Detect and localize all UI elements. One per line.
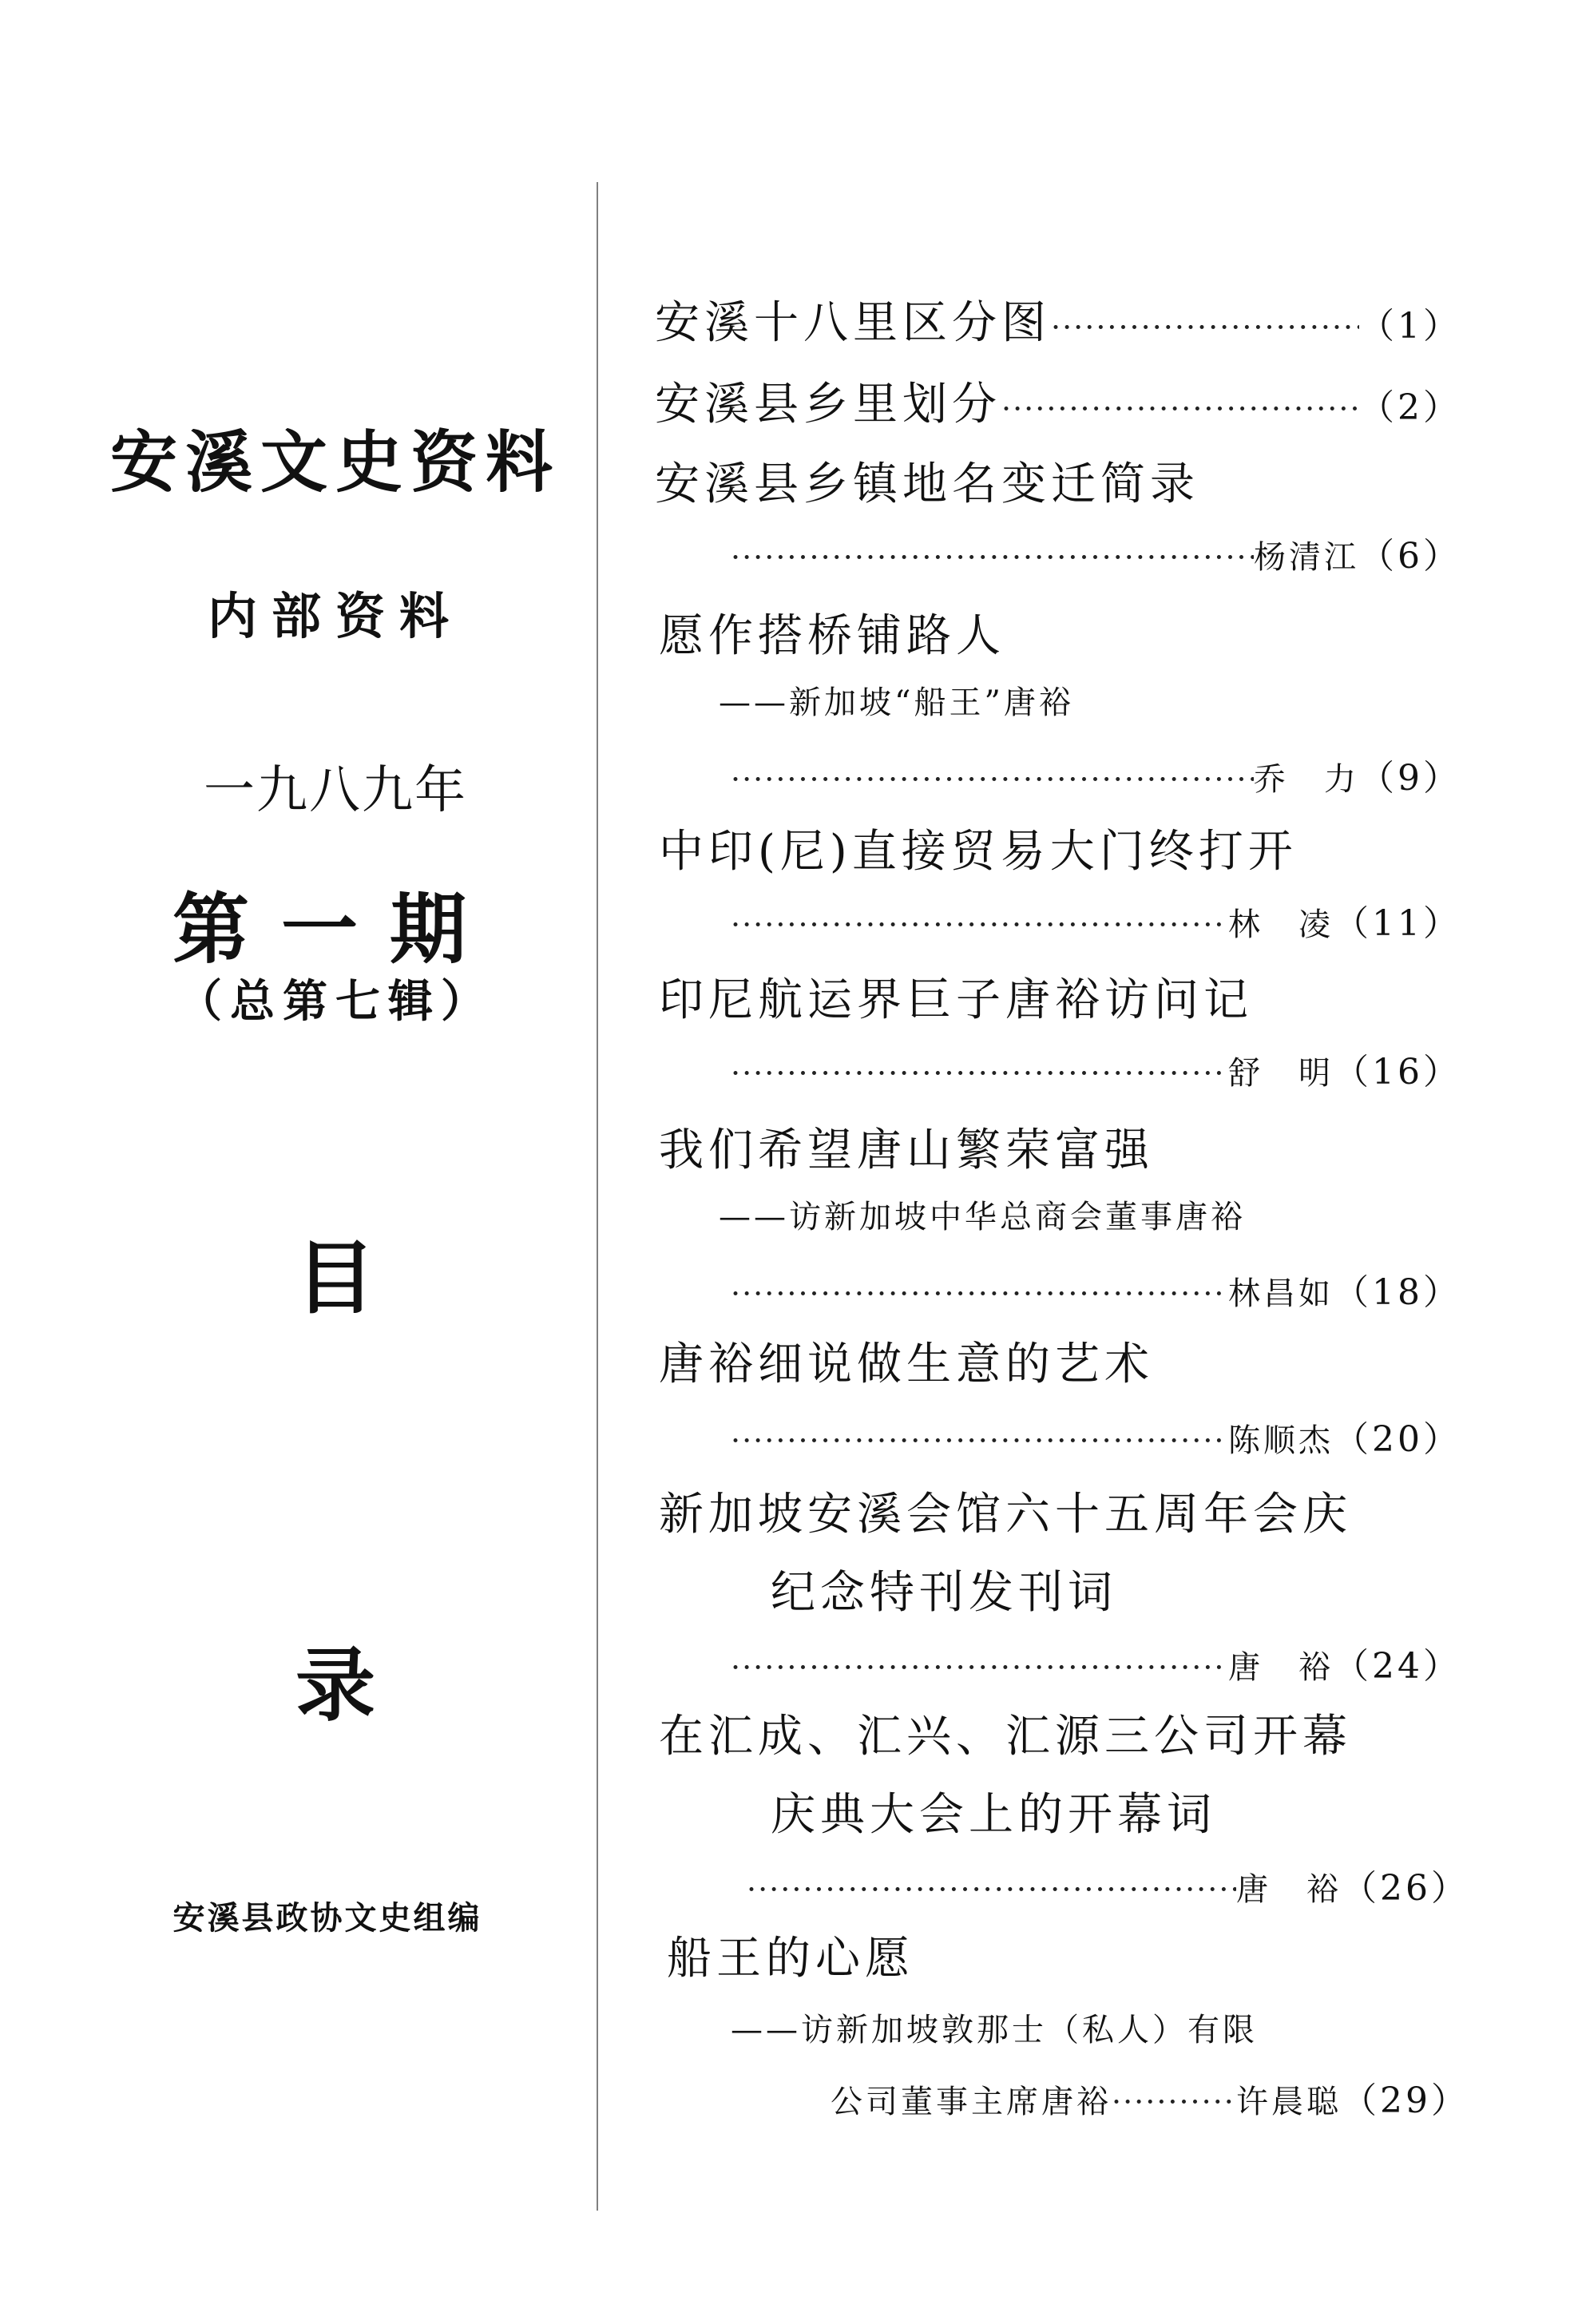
toc-entry-byline: [731, 1410, 1461, 1461]
book-title: 安溪文史资料: [109, 423, 561, 502]
leader-dots: [731, 1650, 1228, 1685]
toc-entry-title-continued: [771, 1557, 1117, 1621]
toc-entry-author: 许晨聪: [1236, 2084, 1342, 2120]
toc-entry-title: 我们希望唐山繁荣富强: [659, 1124, 1154, 1176]
leader-dots: [731, 762, 1254, 797]
cover-panel: [0, 0, 591, 2324]
toc-entry-page: （1）: [1359, 306, 1461, 347]
toc-entry-subtitle-text: 公司董事主席唐裕: [831, 2084, 1112, 2120]
toc-entry-author: 唐 裕: [1236, 1871, 1342, 1908]
toc-entry: [667, 1923, 914, 1987]
toc-entry-subtitle-text: ——访新加坡中华总商会董事唐裕: [719, 1199, 1246, 1235]
toc-entry-subtitle: [719, 677, 1074, 723]
total-volume: （总第七辑）: [177, 976, 494, 1028]
toc-entry-title: 愿作搭桥铺路人: [659, 610, 1005, 662]
toc-entry: [655, 449, 1199, 513]
toc-entry-page: （9）: [1359, 758, 1461, 799]
toc-entry-page: （6）: [1359, 536, 1461, 577]
contents-heading-part1: 目: [295, 1231, 375, 1325]
toc-entry: [655, 288, 1461, 351]
leader-dots: [1112, 2084, 1236, 2120]
toc-entry-byline: [731, 749, 1461, 800]
toc-entry-page: （29）: [1342, 2080, 1469, 2121]
toc-entry: [659, 1115, 1154, 1179]
toc-entry-byline: [831, 2072, 1469, 2123]
toc-entry-title: 印尼航运界巨子唐裕访问记: [659, 974, 1253, 1026]
table-of-contents: [639, 0, 1477, 2324]
leader-dots: [1051, 310, 1359, 345]
toc-entry-author: 唐 裕: [1228, 1649, 1334, 1686]
toc-entry-subtitle-text: ——访新加坡敦那士（私人）有限: [731, 2012, 1258, 2048]
toc-entry-subtitle-text: ——新加坡“船王”唐裕: [719, 684, 1074, 721]
toc-entry-title: 唐裕细说做生意的艺术: [659, 1338, 1154, 1390]
toc-entry-author: 舒 明: [1228, 1055, 1334, 1092]
toc-entry-page: （18）: [1334, 1272, 1461, 1313]
toc-entry: [659, 1701, 1352, 1765]
toc-entry-byline: [731, 1263, 1461, 1315]
toc-entry-author: 林昌如: [1228, 1275, 1334, 1312]
editor-credit: 安溪县政协文史组编: [172, 1900, 482, 1937]
toc-entry-subtitle: [719, 1192, 1246, 1237]
toc-entry-page: （26）: [1342, 1868, 1469, 1909]
toc-entry-title: 在汇成、汇兴、汇源三公司开幕: [659, 1711, 1352, 1763]
toc-entry-author: 陈顺杰: [1228, 1422, 1334, 1459]
contents-heading-part2: 录: [295, 1639, 375, 1732]
toc-entry-title: 新加坡安溪会馆六十五周年会庆: [659, 1489, 1352, 1541]
leader-dots: [731, 540, 1254, 575]
toc-entry: [659, 1479, 1352, 1543]
toc-entry-title-line2: 纪念特刊发刊词: [771, 1567, 1117, 1619]
toc-entry-byline: [731, 1637, 1461, 1688]
leader-dots: [731, 1276, 1228, 1311]
toc-entry-author: 杨清江: [1254, 539, 1359, 576]
toc-entry-author: 林 凌: [1228, 906, 1334, 943]
toc-entry-byline: [731, 527, 1461, 578]
toc-entry: [659, 816, 1298, 880]
toc-entry: [659, 601, 1005, 664]
internal-material-label: 内部资料: [207, 587, 463, 645]
toc-entry-page: （11）: [1334, 903, 1461, 944]
toc-entry-title: 安溪县乡里划分: [655, 379, 1001, 430]
toc-entry-title-line2: 庆典大会上的开幕词: [771, 1789, 1216, 1841]
toc-entry-page: （20）: [1334, 1419, 1461, 1460]
publication-year: 一九八九年: [204, 761, 467, 820]
issue-number: 第一期: [172, 885, 498, 974]
vertical-divider: [597, 182, 599, 2211]
toc-entry-title: 中印(尼)直接贸易大门终打开: [659, 826, 1298, 878]
leader-dots: [1001, 391, 1359, 426]
toc-entry-title-continued: [771, 1779, 1216, 1843]
toc-entry-page: （16）: [1334, 1052, 1461, 1093]
toc-entry: [655, 369, 1461, 433]
toc-entry-page: （24）: [1334, 1646, 1461, 1687]
toc-entry-title: 安溪十八里区分图: [655, 297, 1051, 349]
leader-dots: [731, 1423, 1228, 1458]
toc-entry-author: 乔 力: [1254, 761, 1359, 798]
toc-entry: [659, 1329, 1154, 1393]
toc-entry-page: （2）: [1359, 387, 1461, 428]
toc-entry-subtitle: [731, 2005, 1258, 2050]
toc-entry-byline: [747, 1859, 1469, 1910]
toc-entry-byline: [731, 894, 1461, 946]
leader-dots: [731, 907, 1228, 942]
leader-dots: [747, 1872, 1236, 1907]
toc-entry: [659, 965, 1253, 1029]
toc-entry-title: 船王的心愿: [667, 1933, 914, 1985]
toc-entry-title: 安溪县乡镇地名变迁简录: [655, 458, 1199, 510]
leader-dots: [731, 1056, 1228, 1091]
toc-entry-byline: [731, 1043, 1461, 1094]
